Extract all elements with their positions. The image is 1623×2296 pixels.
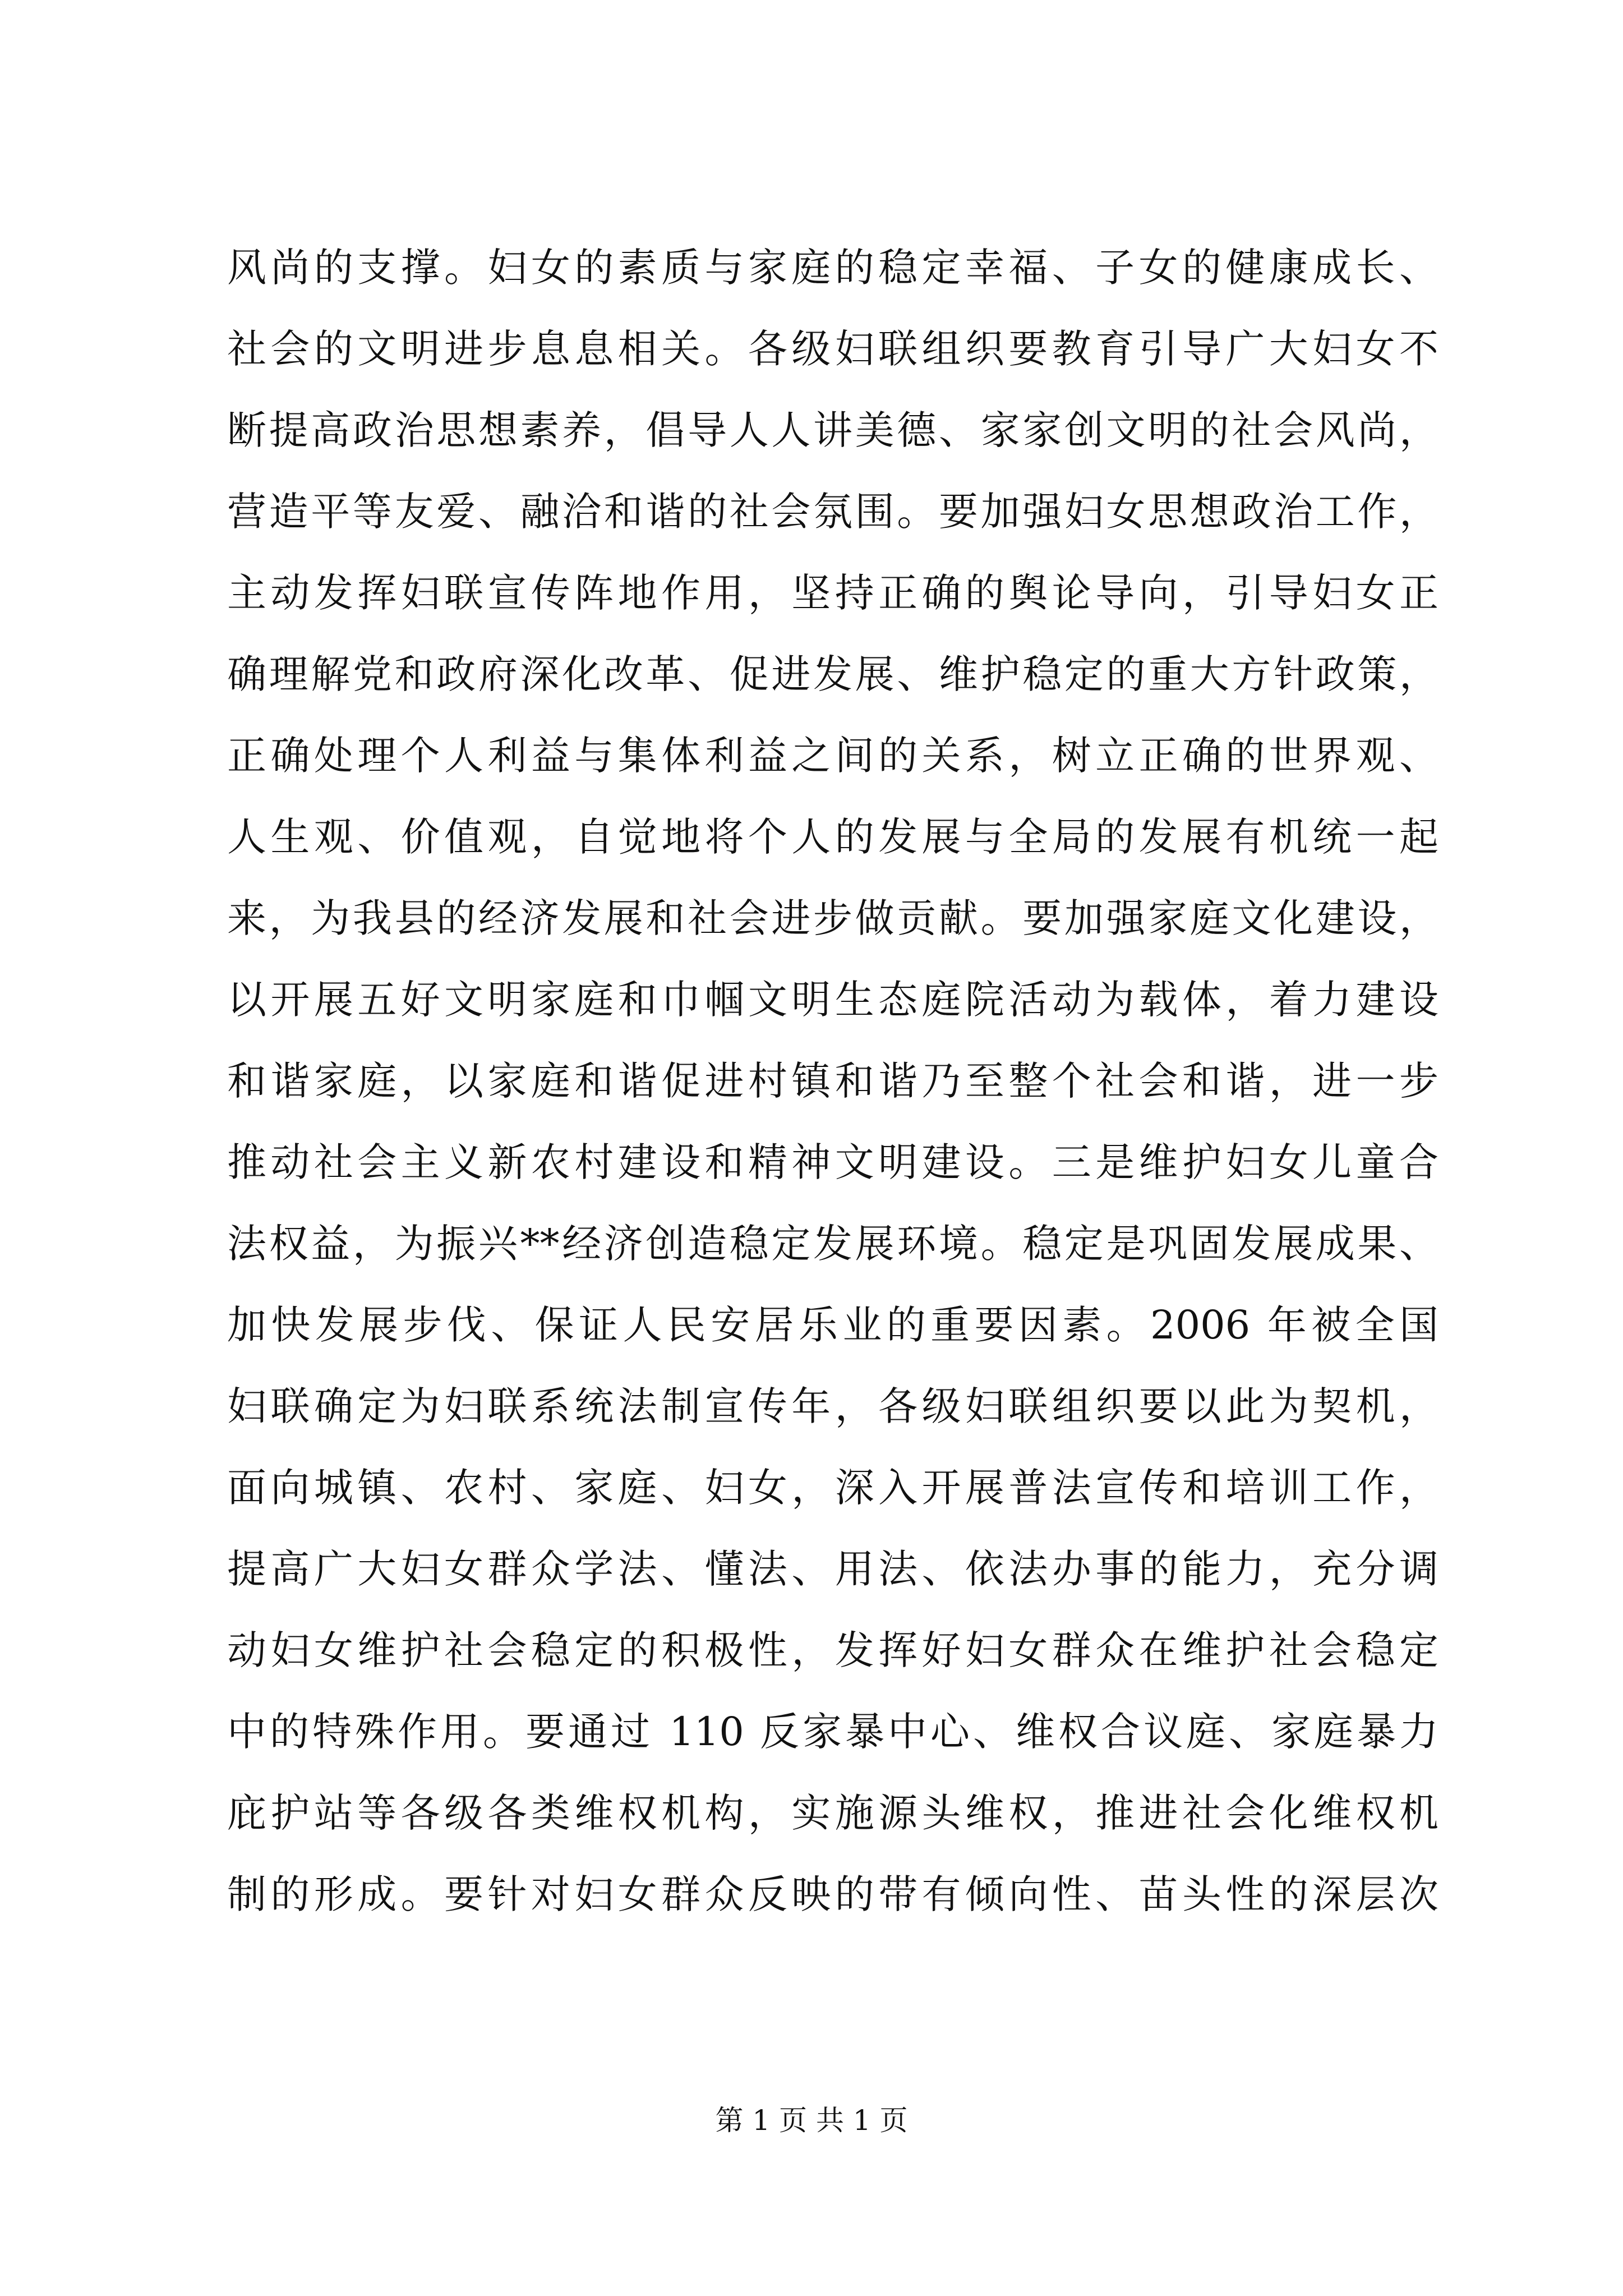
text-line: 面向城镇、农村、家庭、妇女，深入开展普法宣传和培训工作，: [227, 1465, 1438, 1511]
text-line: 以开展五好文明家庭和巾帼文明生态庭院活动为载体，着力建设: [227, 977, 1438, 1023]
text-line: 中的特殊作用。要通过 110 反家暴中心、维权合议庭、家庭暴力: [227, 1709, 1438, 1755]
text-line: 庇护站等各级各类维权机构，实施源头维权，推进社会化维权机: [227, 1790, 1438, 1836]
text-line: 主动发挥妇联宣传阵地作用，坚持正确的舆论导向，引导妇女正: [227, 570, 1438, 616]
text-line: 来，为我县的经济发展和社会进步做贡献。要加强家庭文化建设，: [227, 895, 1438, 941]
text-line: 妇联确定为妇联系统法制宣传年，各级妇联组织要以此为契机，: [227, 1383, 1438, 1429]
text-line: 提高广大妇女群众学法、懂法、用法、依法办事的能力，充分调: [227, 1546, 1438, 1592]
text-line: 营造平等友爱、融洽和谐的社会氛围。要加强妇女思想政治工作，: [227, 489, 1438, 535]
text-line: 风尚的支撑。妇女的素质与家庭的稳定幸福、子女的健康成长、: [227, 245, 1438, 291]
text-line: 正确处理个人利益与集体利益之间的关系，树立正确的世界观、: [227, 733, 1438, 779]
text-line: 和谐家庭，以家庭和谐促进村镇和谐乃至整个社会和谐，进一步: [227, 1058, 1438, 1104]
text-line: 人生观、价值观，自觉地将个人的发展与全局的发展有机统一起: [227, 814, 1438, 860]
text-line: 制的形成。要针对妇女群众反映的带有倾向性、苗头性的深层次: [227, 1871, 1438, 1917]
text-line: 法权益，为振兴**经济创造稳定发展环境。稳定是巩固发展成果、: [227, 1221, 1438, 1267]
text-line: 确理解党和政府深化改革、促进发展、维护稳定的重大方针政策，: [227, 651, 1438, 697]
body-text: [227, 227, 1438, 1935]
text-line: 社会的文明进步息息相关。各级妇联组织要教育引导广大妇女不: [227, 326, 1438, 372]
text-line: 推动社会主义新农村建设和精神文明建设。三是维护妇女儿童合: [227, 1139, 1438, 1185]
text-line: 动妇女维护社会稳定的积极性，发挥好妇女群众在维护社会稳定: [227, 1627, 1438, 1673]
text-line: 加快发展步伐、保证人民安居乐业的重要因素。2006 年被全国: [227, 1302, 1438, 1348]
text-line: 断提高政治思想素养，倡导人人讲美德、家家创文明的社会风尚，: [227, 407, 1438, 453]
page-number-footer: 第 1 页 共 1 页: [715, 2104, 908, 2137]
